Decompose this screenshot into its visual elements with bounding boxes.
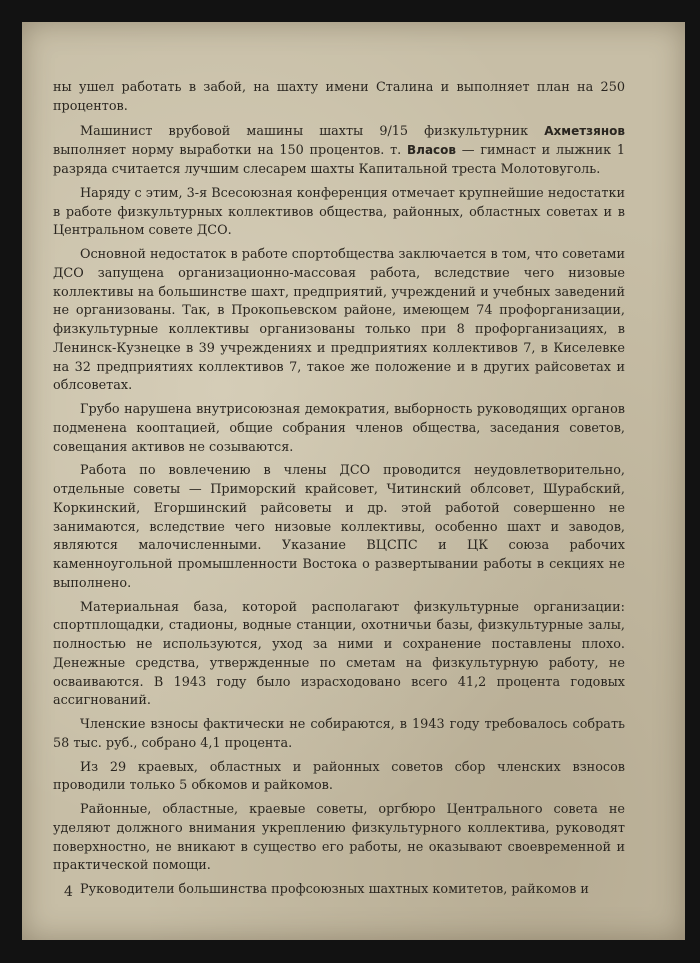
paragraph xyxy=(53,122,625,180)
paragraph xyxy=(53,599,625,712)
text-run: Районные, областные, краевые советы, оргбюро Центрального совета не уделяют должного внимания укреплению физкультурного коллектива, руководят поверхностно, не вникают в существо его работы, не оказывают своевременной и практической помощи. xyxy=(53,802,625,874)
text-run: Наряду с этим, 3-я Всесоюзная конференция отмечает крупнейшие недостатки в работе физкультурных коллективов общества, районных, областных советах и в Центральном совете ДСО. xyxy=(53,185,625,239)
paragraph xyxy=(53,246,625,396)
text-run: Основной недостаток в работе спортобщества заключается в том, что советами ДСО запущена организационно-массовая работа, вследствие чего низовые коллективы на большинстве шахт, предприятий, учреждений и учебных заведений не организованы. Так, в Прокопьевском районе, имеющем 74 профорганизации, физкультурные коллективы организованы только при 8 профорганизациях, в Ленинск-Кузнецке в 39 учреждениях и предприятиях коллективов 7, в Киселевке на 32 предприятиях коллективов 7, такое же положение и в других райсоветах и облсоветах. xyxy=(53,247,625,394)
text-run: Руководители большинства профсоюзных шахтных комитетов, райкомов и xyxy=(80,882,589,897)
paragraph xyxy=(53,759,625,797)
paragraph xyxy=(53,881,625,900)
text-run: Членские взносы фактически не собираются, в 1943 году требовалось собрать 58 тыс. руб., собрано 4,1 процента. xyxy=(53,717,625,751)
text-run: Материальная база, которой располагают физкультурные организации: спортплощадки, стадионы, водные станции, охотничьи базы, физкультурные залы, полностью не используются, уход за ними и сохранение поставлены плохо. Денежные средства, утвержденные по сметам на физкультурную работу, не осваиваются. В 1943 году было израсходовано всего 41,2 процента годовых ассигнований. xyxy=(53,599,625,709)
paragraph xyxy=(53,462,625,593)
text-run: Работа по вовлечению в члены ДСО проводится неудовлетворительно, отдельные советы — Приморский крайсовет, Читинский облсовет, Шурабский, Коркинский, Егоршинский райсоветы и др. этой работой совершенно не занимаются, вследствие чего низовые коллективы, особенно шахт и заводов, являются малочисленными. Указание ВЦСПС и ЦК союза рабочих каменноугольной промышленности Востока о развертывании работы в секциях не выполнено. xyxy=(53,463,625,591)
paragraph xyxy=(53,716,625,754)
paragraph xyxy=(53,79,625,117)
text-run: — гимнаст и лыжник 1 разряда считается лучшим слесарем шахты Капитальной треста Молотовуголь. xyxy=(53,143,625,177)
paragraph xyxy=(53,401,625,457)
text-run: Из 29 краевых, областных и районных советов сбор членских взносов проводили только 5 обкомов и райкомов. xyxy=(53,759,625,794)
text-run: ны ушел работать в забой, на шахту имени Сталина и выполняет план на 250 процентов. xyxy=(53,80,625,114)
text-run: Машинист врубовой машины шахты 9/15 физкультурник xyxy=(80,123,545,139)
name-highlight: Власов xyxy=(407,143,456,158)
page-number: 4 xyxy=(64,884,73,900)
text-run: выполняет норму выработки на 150 процентов. т. xyxy=(53,143,408,159)
document-page xyxy=(22,22,685,940)
paragraph xyxy=(53,185,625,241)
text-run: Грубо нарушена внутрисоюзная демократия, выборность руководящих органов подменена кооптацией, общие собрания членов общества, заседания советов, совещания активов не созываются. xyxy=(53,402,625,455)
paragraph xyxy=(53,801,625,876)
body-text xyxy=(53,79,625,905)
name-highlight: Ахметзянов xyxy=(544,123,625,138)
